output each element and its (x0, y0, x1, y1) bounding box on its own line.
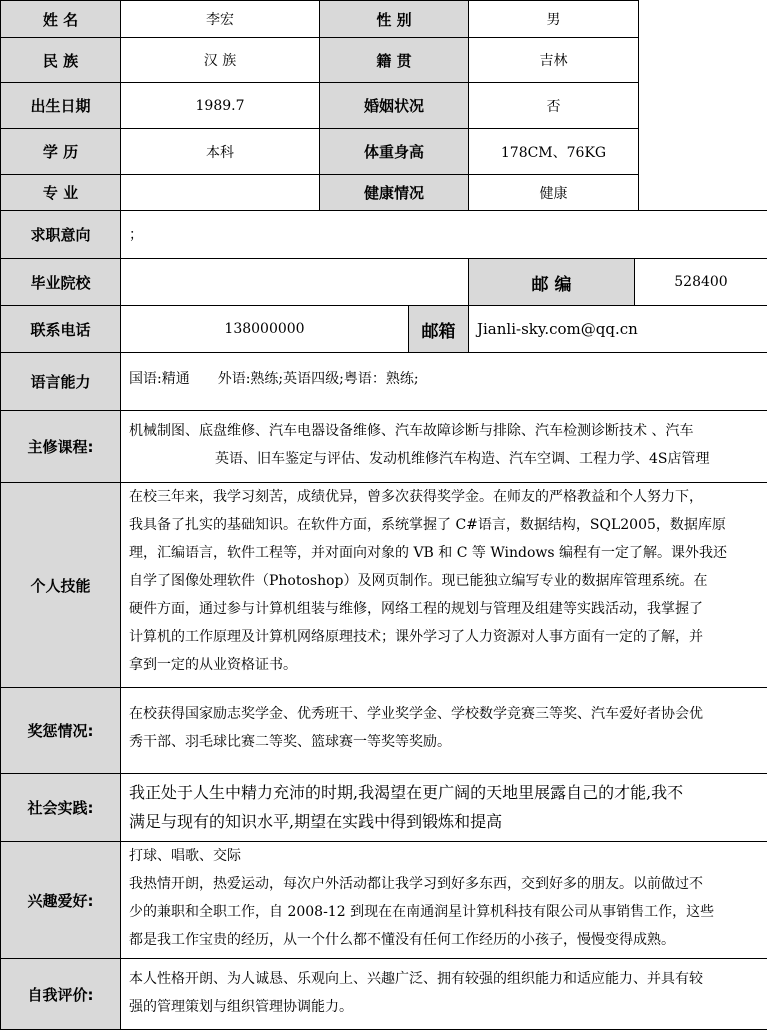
awards-line: 秀干部、羽毛球比赛二等奖、篮球赛一等奖等奖励。 (129, 734, 451, 750)
self-evaluation-line: 本人性格开朗、为人诚恳、乐观向上、兴趣广泛、拥有较强的组织能力和适应能力、并具有较 (129, 971, 703, 987)
practice-label: 社会实践: (0, 773, 120, 841)
marital-status-value: 否 (468, 82, 638, 128)
native-place-label: 籍 贯 (319, 37, 468, 82)
marital-status-label: 婚姻状况 (319, 82, 468, 128)
gender-value: 男 (468, 0, 638, 37)
courses-line: 英语、旧车鉴定与评估、发动机维修汽车构造、汽车空调、工程力学、4S店管理 (215, 451, 710, 467)
skills-line: 理，汇编语言，软件工程等，并对面向对象的 VB 和 C 等 Windows 编程有一定了解。课外我还 (129, 545, 728, 561)
name-value: 李宏 (120, 0, 319, 37)
skills-label: 个人技能 (0, 482, 120, 687)
education-label: 学 历 (0, 128, 120, 174)
skills-line: 硬件方面，通过参与计算机组装与维修，网络工程的规划与管理及组建等实践活动，我掌握了 (129, 601, 703, 617)
language-label: 语言能力 (0, 352, 120, 410)
native-place-value: 吉林 (468, 37, 638, 82)
email-value: Jianli-sky.com@qq.cn (468, 305, 767, 352)
phone-label: 联系电话 (0, 305, 120, 352)
birth-date-label: 出生日期 (0, 82, 120, 128)
job-intention-label: 求职意向 (0, 210, 120, 258)
skills-line: 自学了图像处理软件（Photoshop）及网页制作。现已能独立编写专业的数据库管理系统。在 (129, 573, 708, 589)
awards-content (120, 687, 767, 773)
courses-label: 主修课程: (0, 410, 120, 482)
major-label: 专 业 (0, 174, 120, 210)
school-value (120, 258, 468, 305)
hobbies-line: 都是我工作宝贵的经历，从一个什么都不懂没有任何工作经历的小孩子，慢慢变得成熟。 (129, 932, 675, 948)
self-evaluation-content (120, 958, 767, 1030)
school-label: 毕业院校 (0, 258, 120, 305)
name-label: 姓 名 (0, 0, 120, 37)
gender-label: 性 别 (319, 0, 468, 37)
awards-line: 在校获得国家励志奖学金、优秀班干、学业奖学金、学校数学竞赛三等奖、汽车爱好者协会优 (129, 706, 703, 722)
hobbies-label: 兴趣爱好: (0, 841, 120, 958)
education-value: 本科 (120, 128, 319, 174)
height-weight-value: 178CM、76KG (468, 128, 638, 174)
ethnicity-value: 汉 族 (120, 37, 319, 82)
postcode-label: 邮 编 (468, 258, 634, 305)
practice-line: 满足与现有的知识水平,期望在实践中得到锻炼和提高 (129, 812, 503, 831)
self-evaluation-line: 强的管理策划与组织管理协调能力。 (129, 999, 353, 1015)
courses-content (120, 410, 767, 482)
height-weight-label: 体重身高 (319, 128, 468, 174)
job-intention-value: ； (120, 210, 767, 258)
phone-value: 138000000 (120, 305, 408, 352)
hobbies-line: 少的兼职和全职工作，自 2008-12 到现在在南通润星计算机科技有限公司从事销售工作，这些 (129, 904, 715, 920)
photo-divider (638, 0, 639, 210)
skills-line: 在校三年来，我学习刻苦，成绩优异，曾多次获得奖学金。在师友的严格教益和个人努力下， (129, 489, 703, 505)
birth-date-value: 1989.7 (120, 82, 319, 128)
skills-line: 我具备了扎实的基础知识。在软件方面，系统掌握了 C#语言，数据结构，SQL2005，数据库原 (129, 517, 726, 533)
practice-line: 我正处于人生中精力充沛的时期,我渴望在更广阔的天地里展露自己的才能,我不 (129, 783, 684, 802)
awards-label: 奖惩情况: (0, 687, 120, 773)
hobbies-line: 我热情开朗，热爱运动，每次户外活动都让我学习到好多东西，交到好多的朋友。以前做过不 (129, 876, 703, 892)
practice-content (120, 773, 767, 841)
photo-area (638, 0, 767, 210)
skills-content (120, 482, 767, 687)
skills-line: 计算机的工作原理及计算机网络原理技术；课外学习了人力资源对人事方面有一定的了解，并 (129, 629, 703, 645)
ethnicity-label: 民 族 (0, 37, 120, 82)
language-value: 国语:精通 外语:熟练;英语四级;粤语：熟练; (120, 352, 767, 410)
hobbies-content (120, 841, 767, 958)
health-label: 健康情况 (319, 174, 468, 210)
hobbies-line: 打球、唱歌、交际 (129, 848, 241, 864)
email-label: 邮箱 (408, 305, 468, 352)
major-value (120, 174, 319, 210)
postcode-value: 528400 (634, 258, 767, 305)
skills-line: 拿到一定的从业资格证书。 (129, 657, 297, 673)
self-evaluation-label: 自我评价: (0, 958, 120, 1030)
health-value: 健康 (468, 174, 638, 210)
courses-line: 机械制图、底盘维修、汽车电器设备维修、汽车故障诊断与排除、汽车检测诊断技术 、汽车 (129, 423, 694, 439)
